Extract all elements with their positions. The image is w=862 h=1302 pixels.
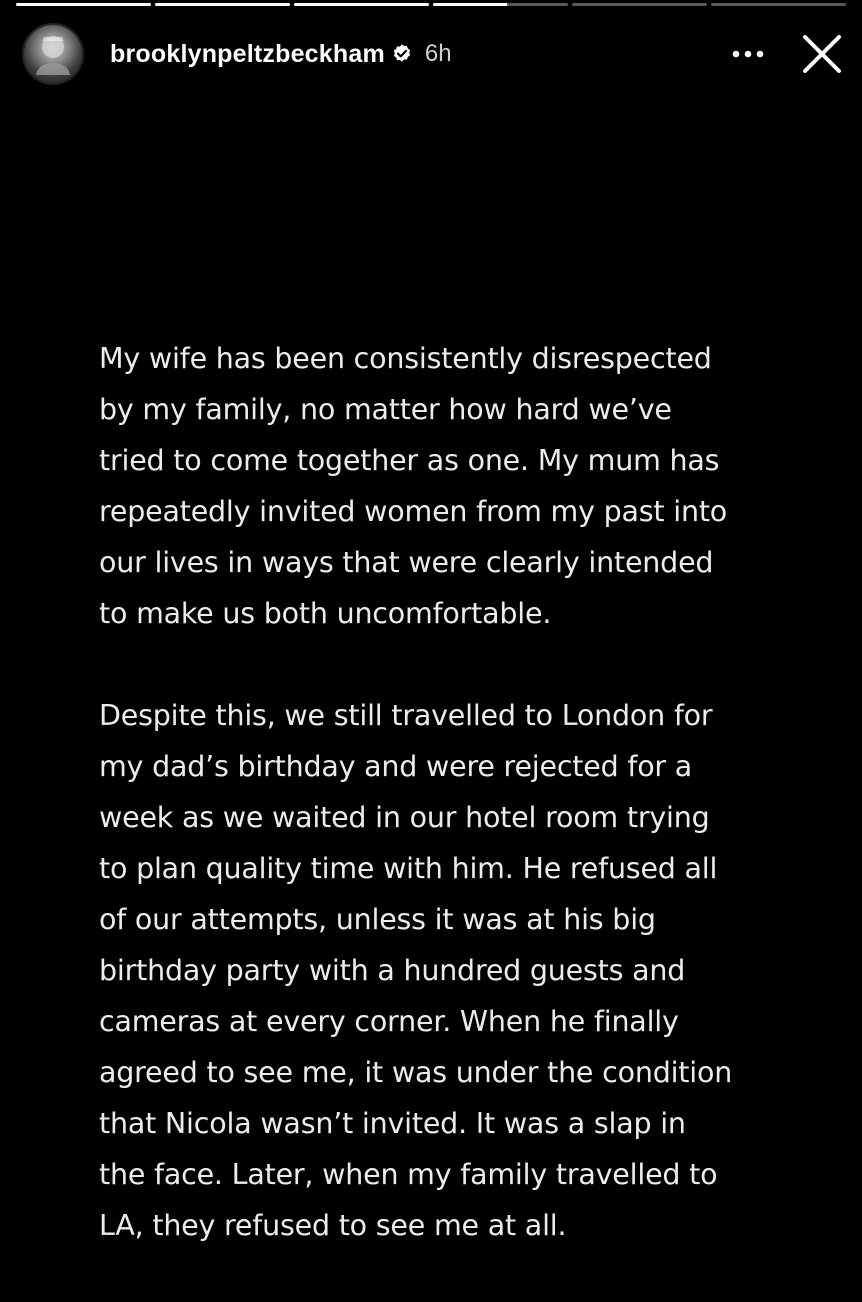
story-progress-bar xyxy=(16,3,846,7)
story-header xyxy=(22,22,844,86)
avatar-image xyxy=(22,23,84,85)
progress-segment xyxy=(16,3,151,6)
story-paragraph: My wife has been consistently disrespected by my family, no matter how hard we’ve tried to come together as one. My mum has repeatedly invited women from my past into our lives in ways that were clearly intended to make us both uncomfortable. xyxy=(99,342,728,630)
progress-segment xyxy=(711,3,846,6)
progress-fill xyxy=(294,3,429,6)
story-text xyxy=(99,333,789,1302)
progress-fill xyxy=(433,3,507,6)
story-paragraph: Despite this, we still travelled to London for my dad’s birthday and were rejected for a week as we waited in our hotel room trying to plan quality time with him. He refused all of our attempts, unless it was at his big birthday party with a hundred guests and cameras at every corner. When he finally agreed to see me, it was under the condition that Nicola wasn’t invited. It was a slap in the face. Later, when my family travelled to LA, they refused to see me at all. xyxy=(99,699,733,1242)
progress-segment xyxy=(294,3,429,6)
progress-segment xyxy=(433,3,568,6)
progress-segment xyxy=(155,3,290,6)
more-options-icon[interactable] xyxy=(728,34,768,74)
progress-fill xyxy=(155,3,290,6)
username[interactable]: brooklynpeltzbeckham xyxy=(110,39,385,68)
progress-segment xyxy=(572,3,707,6)
avatar[interactable] xyxy=(22,23,84,85)
progress-fill xyxy=(16,3,151,6)
verified-badge-icon xyxy=(391,43,413,65)
post-time: 6h xyxy=(424,40,452,67)
close-icon[interactable] xyxy=(800,32,844,76)
